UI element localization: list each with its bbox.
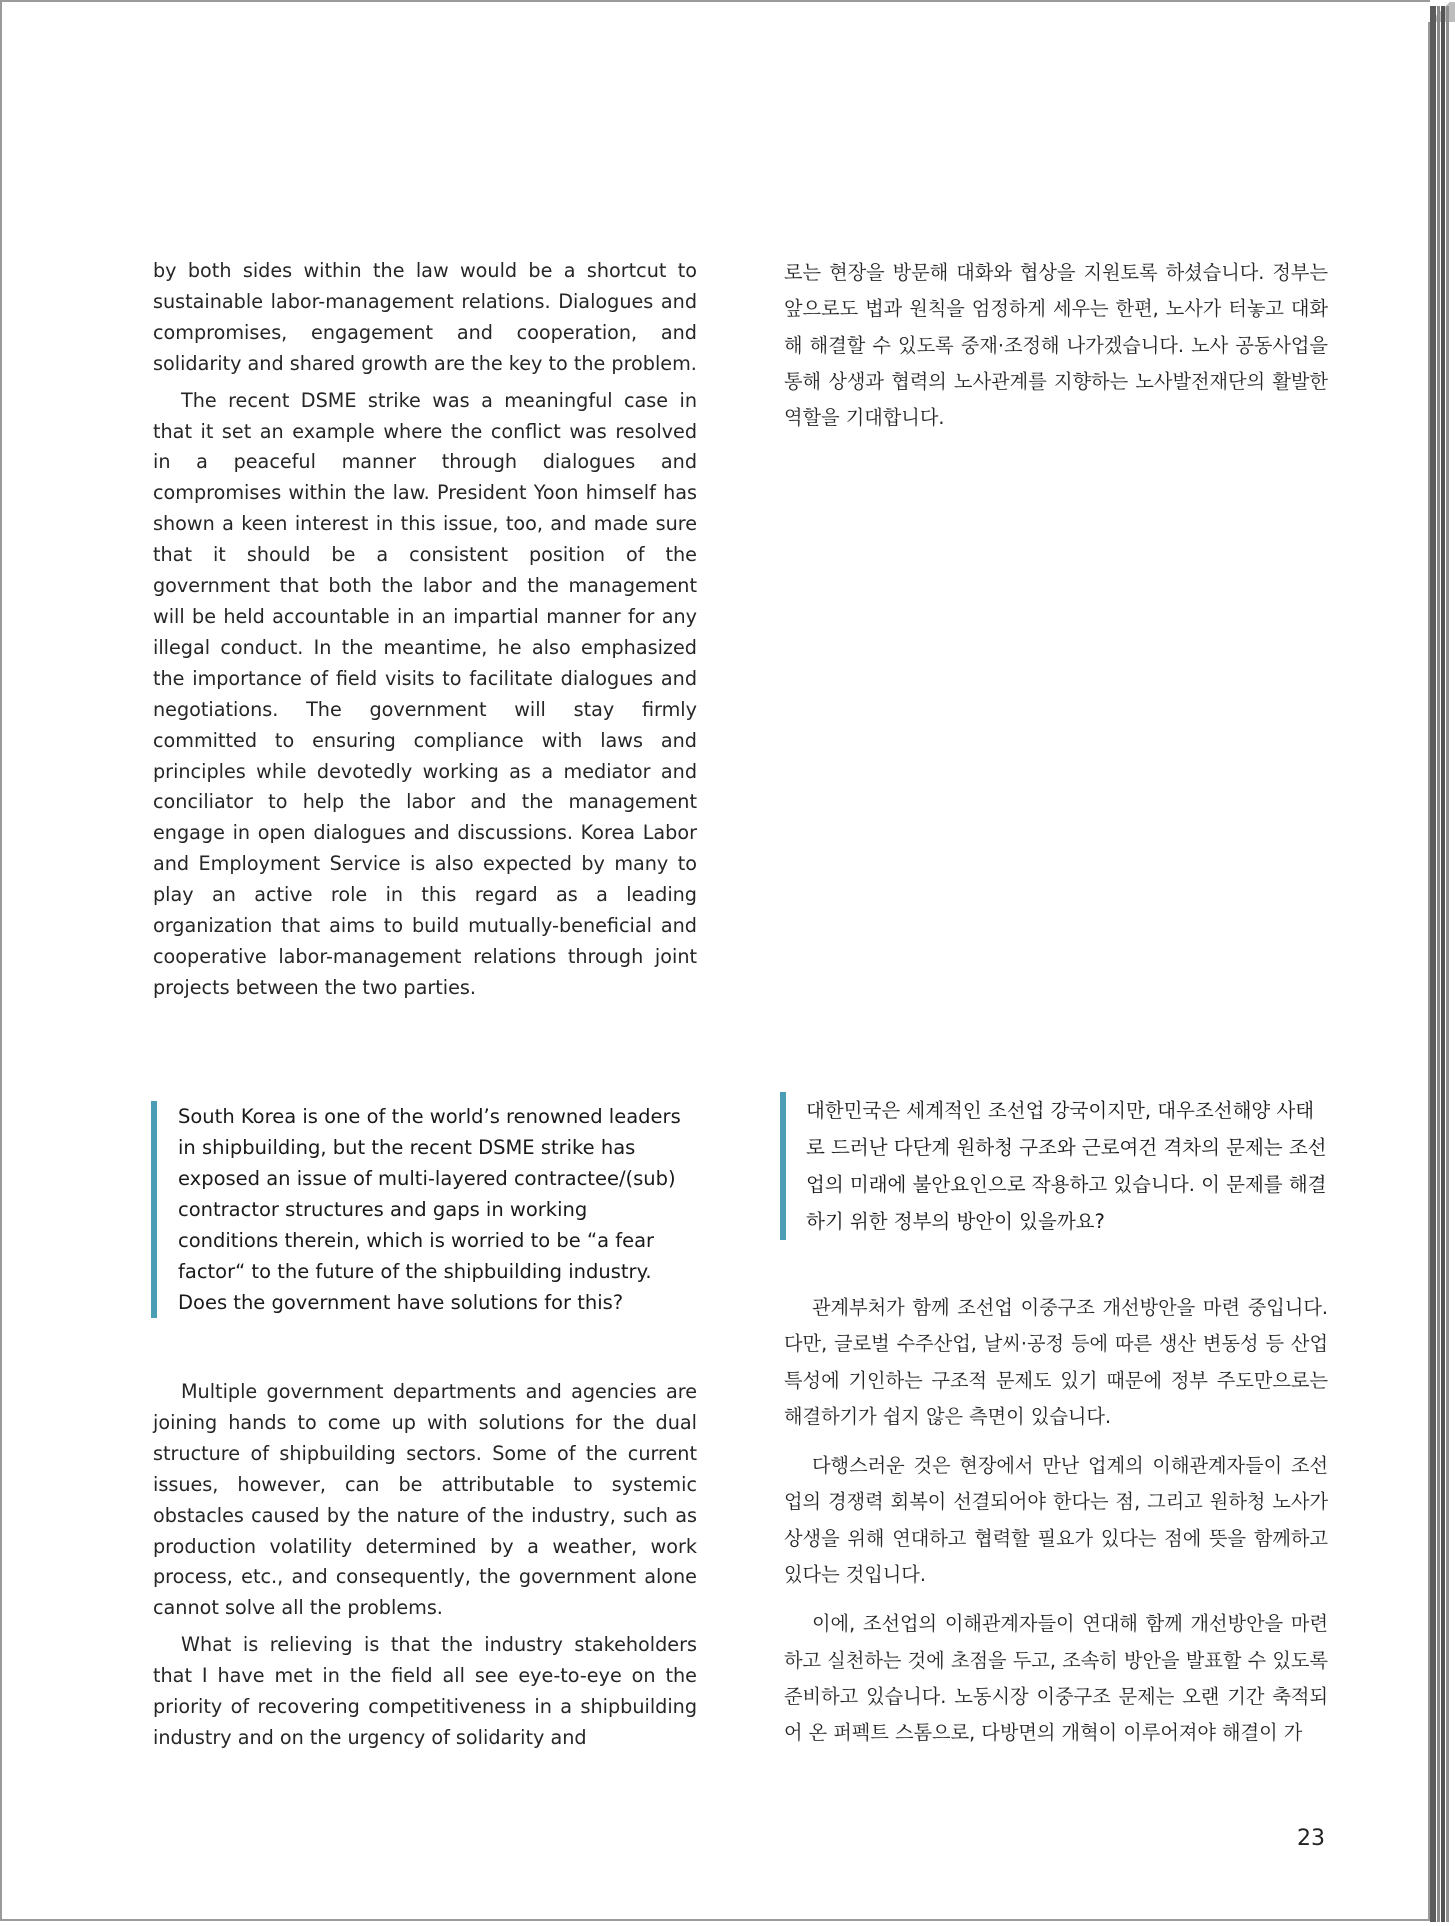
page-edge [1437, 6, 1440, 1922]
page-edge [1441, 6, 1445, 1922]
paragraph: The recent DSME strike was a meaningful case in that it set an example where the conflict was resolved in a peaceful manner through dialogues and compromises within the law. President Yoon himself has shown a keen interest in this issue, too, and made sure that it should be a consistent position of the government that both the labor and the management will be held accountable in an impartial manner for any illegal conduct. In the meantime, he also emphasized the importance of field visits to facilitate dialogues and negotiations. The government will stay firmly committed to ensuring compliance with laws and principles while devotedly working as a mediator and conciliator to help the labor and the management engage in open dialogues and discussions. Korea Labor and Employment Service is also expected by many to play an active role in this regard as a leading organization that aims to build mutually-beneficial and cooperative labor-management relations through joint projects between the two parties. [153, 388, 697, 999]
korean-body-bottom [784, 1290, 1328, 1765]
paragraph: by both sides within the law would be a shortcut to sustainable labor-management relations. Dialogues and compromises, engagement and cooperation, and solidarity and shared growth are the key to the problem. [153, 259, 697, 375]
paragraph: 로는 현장을 방문해 대화와 협상을 지원토록 하셨습니다. 정부는 앞으로도 법과 원칙을 엄정하게 세우는 한편, 노사가 터놓고 대화해 해결할 수 있도록 중재·조정해 나가겠습니다. 노사 공동사업을 통해 상생과 협력의 노사관계를 지향하는 노사발전재단의 활발한 역할을 기대합니다. [784, 261, 1328, 430]
page-edge [1446, 6, 1449, 1922]
question-english: South Korea is one of the world’s renowned leaders in shipbuilding, but the recent DSME strike has exposed an issue of multi-layered contractee/(sub) contractor structures and gaps in working conditions therein, which is worried to be “a fear factor“ to the future of the shipbuilding industry. Does the government have solutions for this? [151, 1101, 686, 1318]
paragraph: 관계부처가 함께 조선업 이중구조 개선방안을 마련 중입니다. 다만, 글로벌 수주산업, 날씨·공정 등에 따른 생산 변동성 등 산업 특성에 기인하는 구조적 문제도 있기 때문에 정부 주도만으로는 해결하기가 쉽지 않은 측면이 있습니다. [784, 1296, 1328, 1428]
paragraph: 다행스러운 것은 현장에서 만난 업계의 이해관계자들이 조선업의 경쟁력 회복이 선결되어야 한다는 점, 그리고 원하청 노사가 상생을 위해 연대하고 협력할 필요가 있다는 점에 뜻을 함께하고 있다는 것입니다. [784, 1454, 1328, 1587]
paragraph: What is relieving is that the industry stakeholders that I have met in the field all see eye-to-eye on the priority of recovering competitiveness in a shipbuilding industry and on the urgency of solidarity and [153, 1633, 697, 1749]
english-body-bottom [153, 1377, 697, 1760]
korean-body-top [784, 255, 1328, 449]
page-number: 23 [1297, 1826, 1325, 1851]
page-edge [1430, 6, 1436, 1922]
paragraph: Multiple government departments and agencies are joining hands to come up with solutions for the dual structure of shipbuilding sectors. Some of the current issues, however, can be attributable to systemic obstacles caused by the nature of the industry, such as production volatility determined by a weather, work process, etc., and consequently, the government alone cannot solve all the problems. [153, 1380, 697, 1620]
question-korean: 대한민국은 세계적인 조선업 강국이지만, 대우조선해양 사태로 드러난 다단계 원하청 구조와 근로여건 격차의 문제는 조선업의 미래에 불안요인으로 작용하고 있습니다. 이 문제를 해결하기 위한 정부의 방안이 있을까요? [780, 1092, 1330, 1240]
english-body-top [153, 256, 697, 1010]
paragraph: 이에, 조선업의 이해관계자들이 연대해 함께 개선방안을 마련하고 실천하는 것에 초점을 두고, 조속히 방안을 발표할 수 있도록 준비하고 있습니다. 노동시장 이중구조 문제는 오랜 기간 축적되어 온 퍼펙트 스톰으로, 다방면의 개혁이 이루어져야 해결이 가 [784, 1612, 1328, 1745]
